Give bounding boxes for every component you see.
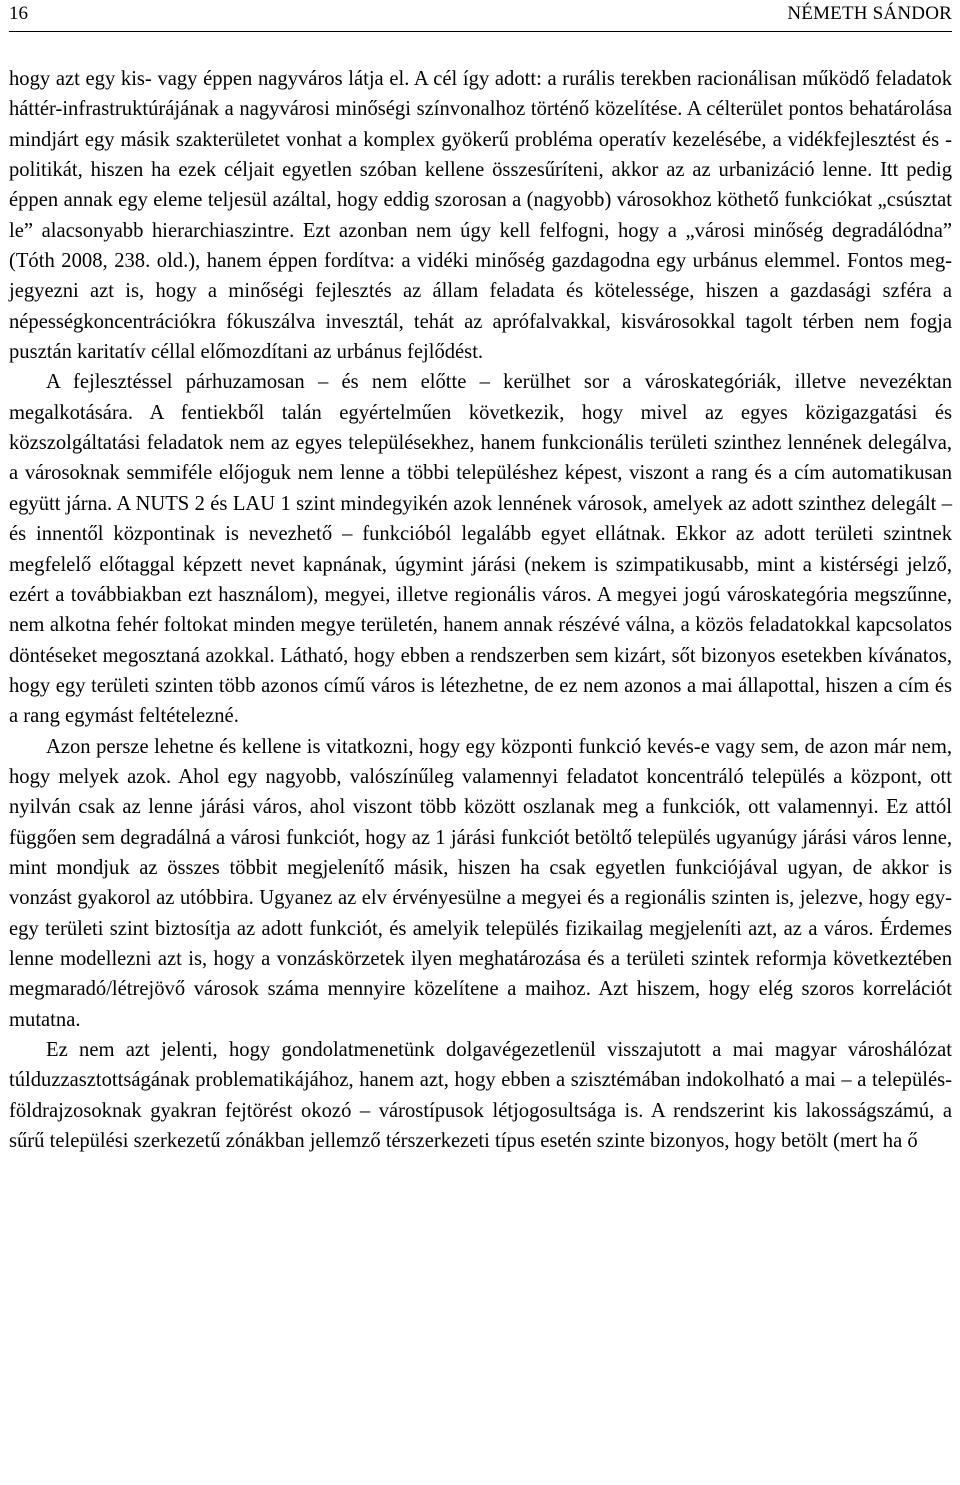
body-text [9,64,952,1156]
document-page [9,0,952,1485]
paragraph-1: hogy azt egy kis- vagy éppen nagyváros látja el. A cél így adott: a rurális terekben racionálisan működő feladatok háttér-infrastruktúrájának a nagyvárosi minőségi színvonalhoz történő közelítése. A célterület pontos behatárolása mindjárt egy másik szakterületet vonhat a komplex gyökerű probléma operatív kezelésébe, a vidékfejlesztést és -politikát, hiszen ha ezek céljait egyetlen szóban kellene összesűríteni, akkor az az urbanizáció lenne. Itt pedig éppen annak egy eleme teljesül azáltal, hogy eddig szorosan a (nagyobb) városokhoz köthető funkciókat „csúsztat le” alacsonyabb hierarchiaszintre. Ezt azonban nem úgy kell felfogni, hogy a „városi minőség degradálódna” (Tóth 2008, 238. old.), hanem éppen fordítva: a vidéki minőség gazdagodna egy urbánus elemmel. Fontos megjegyezni azt is, hogy a minőségi fejlesztés az állam feladata és kötelessége, hiszen a gazdasági szféra a népességkoncentrációkra fókuszálva invesztál, tehát az aprófalvakkal, kisvárosokkal tagolt térben nem fogja pusztán karitatív céllal előmozdítani az urbánus fejlődést. [9,68,952,364]
running-header [9,0,952,32]
paragraph-3: Azon persze lehetne és kellene is vitatkozni, hogy egy központi funkció kevés-e vagy sem, de azon már nem, hogy melyek azok. Ahol egy nagyobb, valószínűleg valamennyi feladatot koncentráló település a központ, ott nyilván csak az lenne járási város, ahol viszont több között oszlanak meg a funkciók, ott valamennyi. Ez attól függően sem degradálná a városi funkciót, hogy az 1 járási funkciót betöltő település ugyanúgy járási város lenne, mint mondjuk az összes többit megjelenítő másik, hiszen ha csak egyetlen funkciójával ugyan, de akkor is vonzást gyakorol az utóbbira. Ugyanez az elv érvényesülne a megyei és a regionális szinten is, jelezve, hogy egy-egy területi szint biztosítja az adott funkciót, és amelyik település fizikailag megjeleníti azt, az a város. Érdemes lenne modellezni azt is, hogy a vonzáskörzetek ilyen meghatározása és a területi szintek reformja következtében megmaradó/létrejövő városok száma mennyire közelítene a maihoz. Azt hiszem, hogy elég szoros korrelációt mutatna. [9,735,952,1031]
running-head-author: NÉMETH SÁNDOR [787,3,952,24]
paragraph-2: A fejlesztéssel párhuzamosan – és nem előtte – kerülhet sor a városkategóriák, illetve nevezéktan megalkotására. A fentiekből talán egyértelműen következik, hogy mivel az egyes közigazgatási és közszolgáltatási feladatok nem az egyes településekhez, hanem funkcionális területi szinthez lennének delegálva, a városoknak semmiféle előjoguk nem lenne a többi településhez képest, viszont a rang és a cím automatikusan együtt járna. A NUTS 2 és LAU 1 szint mindegyikén azok lennének városok, amelyek az adott szinthez delegált – és innentől központinak is nevezhető – funkcióból legalább egyet ellátnak. Ekkor az adott területi szintnek megfelelő előtaggal képzett nevet kapnának, úgymint járási (nekem is szimpatikusabb, mint a kistérségi jelző, ezért a továbbiakban ezt használom), megyei, illetve regionális város. A megyei jogú városkategória megszűnne, nem alkotna fehér foltokat minden megye területén, hanem annak részévé válna, a közös feladatokkal kapcsolatos döntéseket megosztaná azokkal. Látható, hogy ebben a rendszerben sem kizárt, sőt bizonyos esetekben kívánatos, hogy egy területi szinten több azonos című város is létezhetne, de ez nem azonos a mai állapottal, hiszen a cím és a rang egymást feltételezné. [9,371,952,728]
paragraph-4: Ez nem azt jelenti, hogy gondolatmenetünk dolgavégezetlenül visszajutott a mai magyar városhálózat túlduzzasztottságának problematikájához, hanem azt, hogy ebben a szisztémában indokolható a mai – a település-földrajzosoknak gyakran fejtörést okozó – várostípusok létjogosultsága is. A rendszerint kis lakosságszámú, a sűrű települési szerkezetű zónákban jellemző térszerkezeti típus esetén szinte bizonyos, hogy betölt (mert ha ő [9,1039,952,1153]
page-number: 16 [9,3,28,24]
